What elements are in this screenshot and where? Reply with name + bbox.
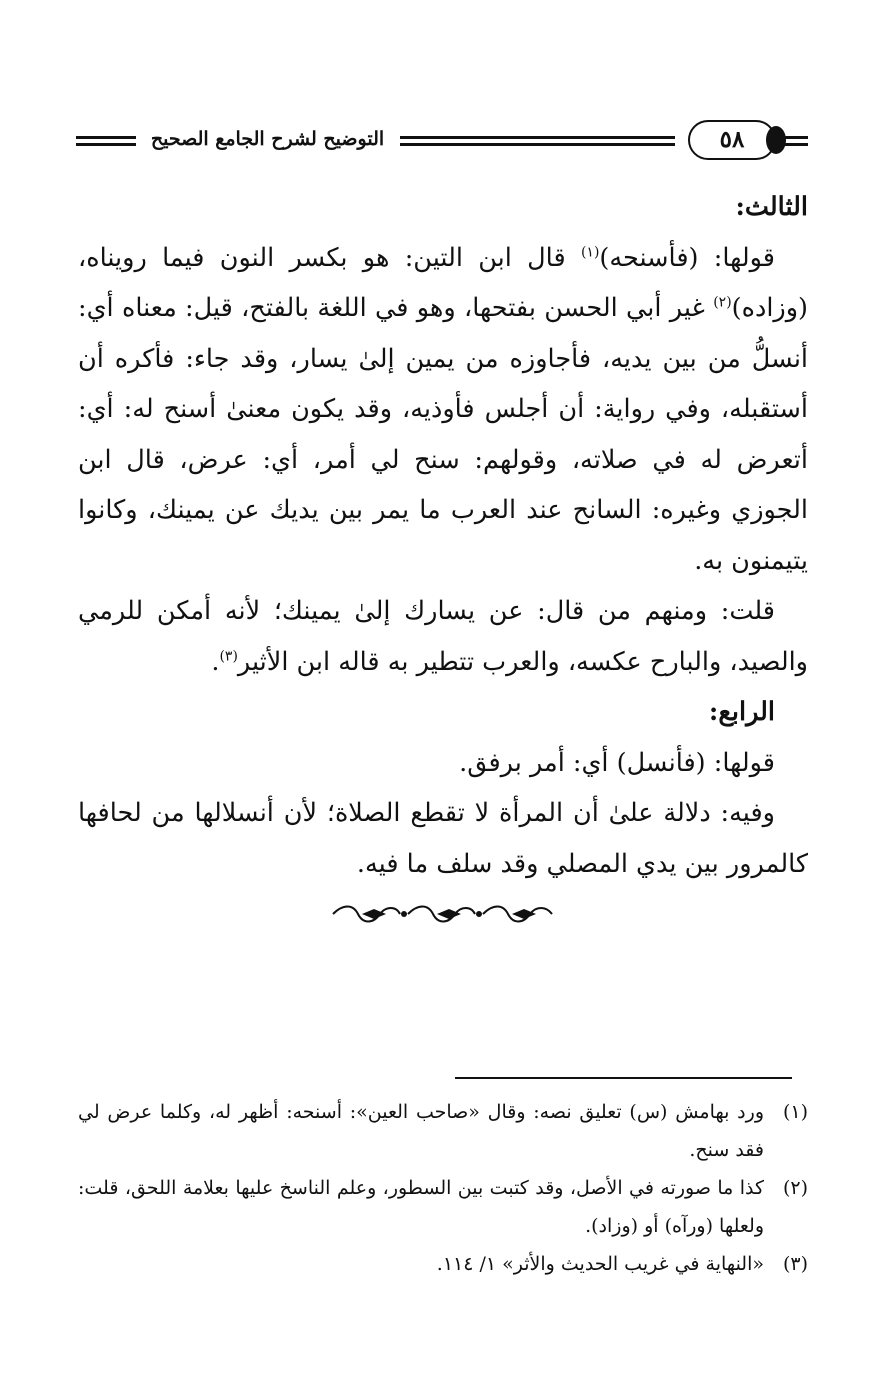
footnote-2-text: كذا ما صورته في الأصل، وقد كتبت بين السطور، وعلم الناسخ عليها بعلامة اللحق، قلت: ولعلها (ورآه) أو (وزاد). <box>78 1177 765 1237</box>
footnotes <box>78 1093 808 1283</box>
main-text <box>78 182 808 889</box>
footnote-separator <box>455 1077 792 1079</box>
footnote-2-number: (٢) <box>782 1177 808 1199</box>
paragraph-1-text-c: غير أبي الحسن بفتحها، وهو في اللغة بالفتح، قيل: معناه أي: أنسلُّ من بين يديه، فأجاوزه من يمين إلىٰ يسار، وقد جاء: فأكره أن أستقبله، وفي رواية: أن أجلس فأوذيه، وقد يكون معنىٰ أسنح له: أي: أتعرض له في صلاته، وقولهم: سنح لي أمر، أي: عرض، قال ابن الجوزي وغيره: السانح عند العرب ما يمر بين يديك عن يمينك، وكانوا يتيمنون به. <box>78 293 808 576</box>
header-rule-left <box>76 136 136 146</box>
footnote-1-number: (١) <box>782 1101 808 1123</box>
header-rule-right <box>782 136 808 146</box>
page-number: ٥٨ <box>688 120 776 160</box>
footnote-1 <box>78 1093 808 1169</box>
header-rule-middle <box>400 136 675 146</box>
paragraph-2 <box>78 586 808 687</box>
footnote-3-text: «النهاية في غريب الحديث والأثر» ١/ ١١٤. <box>436 1253 764 1275</box>
footnote-ref-1[interactable]: (١) <box>580 244 600 260</box>
footnote-3-number: (٣) <box>782 1253 808 1275</box>
section-heading-fourth: الرابع: <box>708 697 775 727</box>
footnote-ref-2[interactable]: (٢) <box>713 294 732 311</box>
paragraph-1 <box>78 233 808 587</box>
paragraph-3: قولها: (فأنسل) أي: أمر برفق. <box>459 747 775 778</box>
paragraph-4: وفيه: دلالة علىٰ أن المرأة لا تقطع الصلاة؛ لأن أنسلالها من لحافها كالمرور بين يدي المصلي وقد سلف ما فيه. <box>78 798 808 879</box>
section-end-ornament <box>328 900 558 928</box>
paragraph-2-end: . <box>211 646 220 677</box>
paragraph-1-text-b: قال ابن التين: هو بكسر النون فيما رويناه، (وزاده) <box>78 242 808 323</box>
running-title: التوضيح لشرح الجامع الصحيح <box>150 128 385 150</box>
footnote-ref-3[interactable]: (٣) <box>219 648 238 664</box>
paragraph-1-text-a: قولها: (فأسنحه) <box>599 242 775 273</box>
footnote-3 <box>78 1245 808 1283</box>
page-header <box>70 118 810 168</box>
footnote-1-text: ورد بهامش (س) تعليق نصه: وقال «صاحب العين»: أسنحه: أظهر له، وكلما عرض لي فقد سنح. <box>78 1101 764 1161</box>
paragraph-2-text: قلت: ومنهم من قال: عن يسارك إلىٰ يمينك؛ لأنه أمكن للرمي والصيد، والبارح عكسه، والعرب تتطير به قاله ابن الأثير <box>78 596 808 677</box>
footnote-2 <box>78 1169 808 1245</box>
section-heading-third: الثالث: <box>735 192 808 222</box>
